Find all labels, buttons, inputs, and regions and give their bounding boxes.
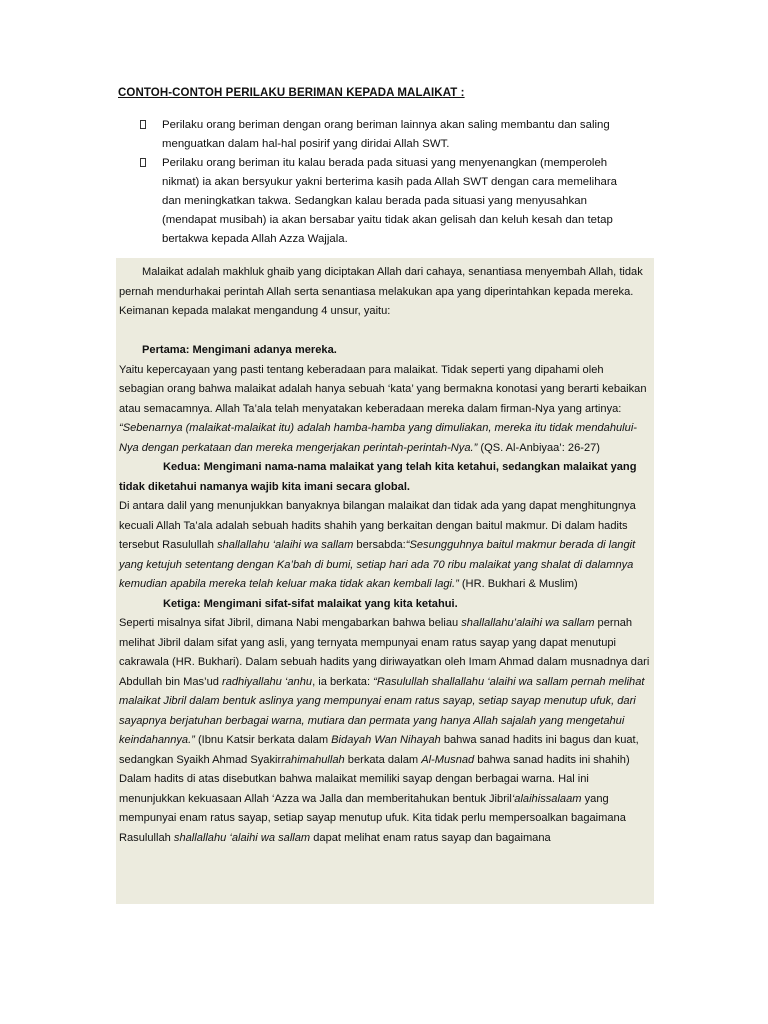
salawat-text: shallallahu’alaihi wa sallam (461, 617, 595, 629)
panel-text (119, 263, 651, 848)
salawat-text: shallallahu ‘alaihi wa sallam (173, 831, 311, 844)
bullet-item (140, 154, 650, 249)
section-heading-pertama: Pertama: Mengimani adanya mereka. (142, 344, 337, 356)
body-text: bahwa sanad hadits ini shahih) (474, 753, 630, 766)
body-text: Yaitu kepercayaan yang pasti tentang keberadaan para malaikat. Tidak seperti yang dipahami oleh sebagian orang bahwa malaikat adalah hanya sebuah ‘kata’ yang bermakna konotasi yang berarti kebaikan atau semacamnya. Allah Ta’ala telah menyatakan keberadaan mereka dalam firman-Nya yang artinya: (119, 363, 647, 415)
reference: (QS. Al-Anbiyaa’: 26-27) (477, 441, 600, 454)
honorific-text: ‘alaihissalaam (511, 792, 582, 805)
hadith-quote: “Rasulullah shallallahu ‘alaihi wa sallam pernah melihat malaikat Jibril dalam bentuk aslinya yang mempunyai enam ratus sayap, setiap sayap menutup ufuk, dari sayapnya berjatuhan berbagai warna, mutiara dan permata yang hanya Allah sajalah yang mengetahui keindahannya.” (119, 675, 645, 746)
bullet-line: (mendapat musibah) ia akan bersabar yaitu tidak akan gelisah dan keluh kesah dan tetap (162, 214, 613, 226)
bullet-line: dan meningkatkan takwa. Sedangkan kalau berada pada situasi yang menyusahkan (162, 195, 587, 207)
document-title: CONTOH-CONTOH PERILAKU BERIMAN KEPADA MALAIKAT : (118, 87, 465, 99)
quran-quote: “Sebenarnya (malaikat-malaikat itu) adalah hamba-hamba yang dimuliakan, mereka itu tidak mendahului-Nya dengan perkataan dan mereka mengerjakan perintah-perintah-Nya.” (119, 422, 637, 454)
body-text: yang mempunyai enam ratus sayap, setiap sayap menutup ufuk. Kita tidak perlu mempersoalkan bagaimana Rasulullah (119, 792, 626, 844)
bullet-list (140, 116, 650, 249)
body-text: Seperti misalnya sifat Jibril, dimana Nabi mengabarkan bahwa beliau (119, 617, 462, 629)
section-body-ketiga (119, 614, 651, 770)
section-body-pertama (119, 361, 651, 459)
bullet-line: nikmat) ia akan bersyukur yakni berterima kasih pada Allah SWT dengan cara memelihara (162, 176, 618, 188)
bullet-box-icon (140, 158, 146, 167)
highlighted-text-panel (116, 258, 654, 904)
bullet-line: bertakwa kepada Allah Azza Wajjala. (162, 233, 348, 245)
salawat-text: shallallahu ‘alaihi wa sallam (217, 539, 354, 551)
bullet-line: Perilaku orang beriman dengan orang beriman lainnya akan saling membantu dan saling (162, 119, 610, 131)
honorific-text: rahimahullah (281, 753, 345, 766)
spacer (119, 322, 651, 342)
honorific-text: radhiyallahu ‘anhu (222, 675, 313, 688)
bullet-item (140, 116, 650, 154)
book-title: Bidayah Wan Nihayah (331, 734, 441, 746)
body-text: Di antara dalil yang menunjukkan banyaknya bilangan malaikat dan tidak ada yang dapat menghitungnya kecuali Allah Ta’ala adalah sebuah hadits shahih yang berkaitan dengan baitul makmur. Di dalam hadits tersebut Rasulullah (119, 500, 636, 551)
bullet-line: menguatkan dalam hal-hal posirif yang diridai Allah SWT. (162, 138, 450, 150)
body-text: Dalam hadits di atas disebutkan bahwa malaikat memiliki sayap dengan berbagai warna. Hal ini menunjukkan kekuasaan Allah ‘Azza wa Jalla dan memberitahukan bentuk Jibril (119, 773, 589, 805)
hadith-quote: “Sesungguhnya baitul makmur berada di langit yang ketujuh setentang dengan Ka’bah di bumi, setiap hari ada 70 ribu malaikat yang shalat di dalamnya kemudian apabila mereka telah keluar maka tidak akan kembali lagi.” (119, 539, 636, 590)
body-text: berkata dalam (344, 753, 422, 766)
section-heading-kedua: Kedua: Mengimani nama-nama malaikat yang telah kita ketahui, sedangkan malaikat yang tidak diketahui namanya wajib kita imani secara global. (119, 461, 637, 493)
bullet-line: Perilaku orang beriman itu kalau berada pada situasi yang menyenangkan (memperoleh (162, 157, 608, 169)
body-text: bahwa sanad hadits ini bagus dan kuat, sedangkan Syaikh Ahmad Syakir (119, 734, 639, 766)
section-heading-ketiga: Ketiga: Mengimani sifat-sifat malaikat yang kita ketahui. (163, 597, 458, 610)
intro-paragraph: Malaikat adalah makhluk ghaib yang diciptakan Allah dari cahaya, senantiasa menyembah Allah, tidak pernah mendurhakai perintah Allah serta senantiasa melakukan apa yang diperintahkan kepada mereka. Keimanan kepada malakat mengandung 4 unsur, yaitu: (119, 266, 643, 317)
book-title: Al-Musnad (421, 753, 475, 766)
body-text: bersabda: (353, 539, 406, 551)
body-text: pernah melihat Jibril dalam sifat yang asli, yang ternyata mempunyai enam ratus sayap yang dapat menutupi cakrawala (HR. Bukhari). Dalam sebuah hadits yang diriwayatkan oleh Imam Ahmad dalam musnadnya dari Abdullah bin Mas’ud (119, 617, 650, 688)
reference: (HR. Bukhari & Muslim) (458, 578, 578, 590)
body-text: (Ibnu Katsir berkata dalam (194, 734, 332, 746)
body-text: , ia berkata: (312, 675, 374, 688)
body-text: dapat melihat enam ratus sayap dan bagaimana (310, 831, 551, 844)
bullet-box-icon (140, 120, 146, 129)
closing-paragraph (119, 770, 651, 848)
section-body-kedua (119, 497, 651, 595)
